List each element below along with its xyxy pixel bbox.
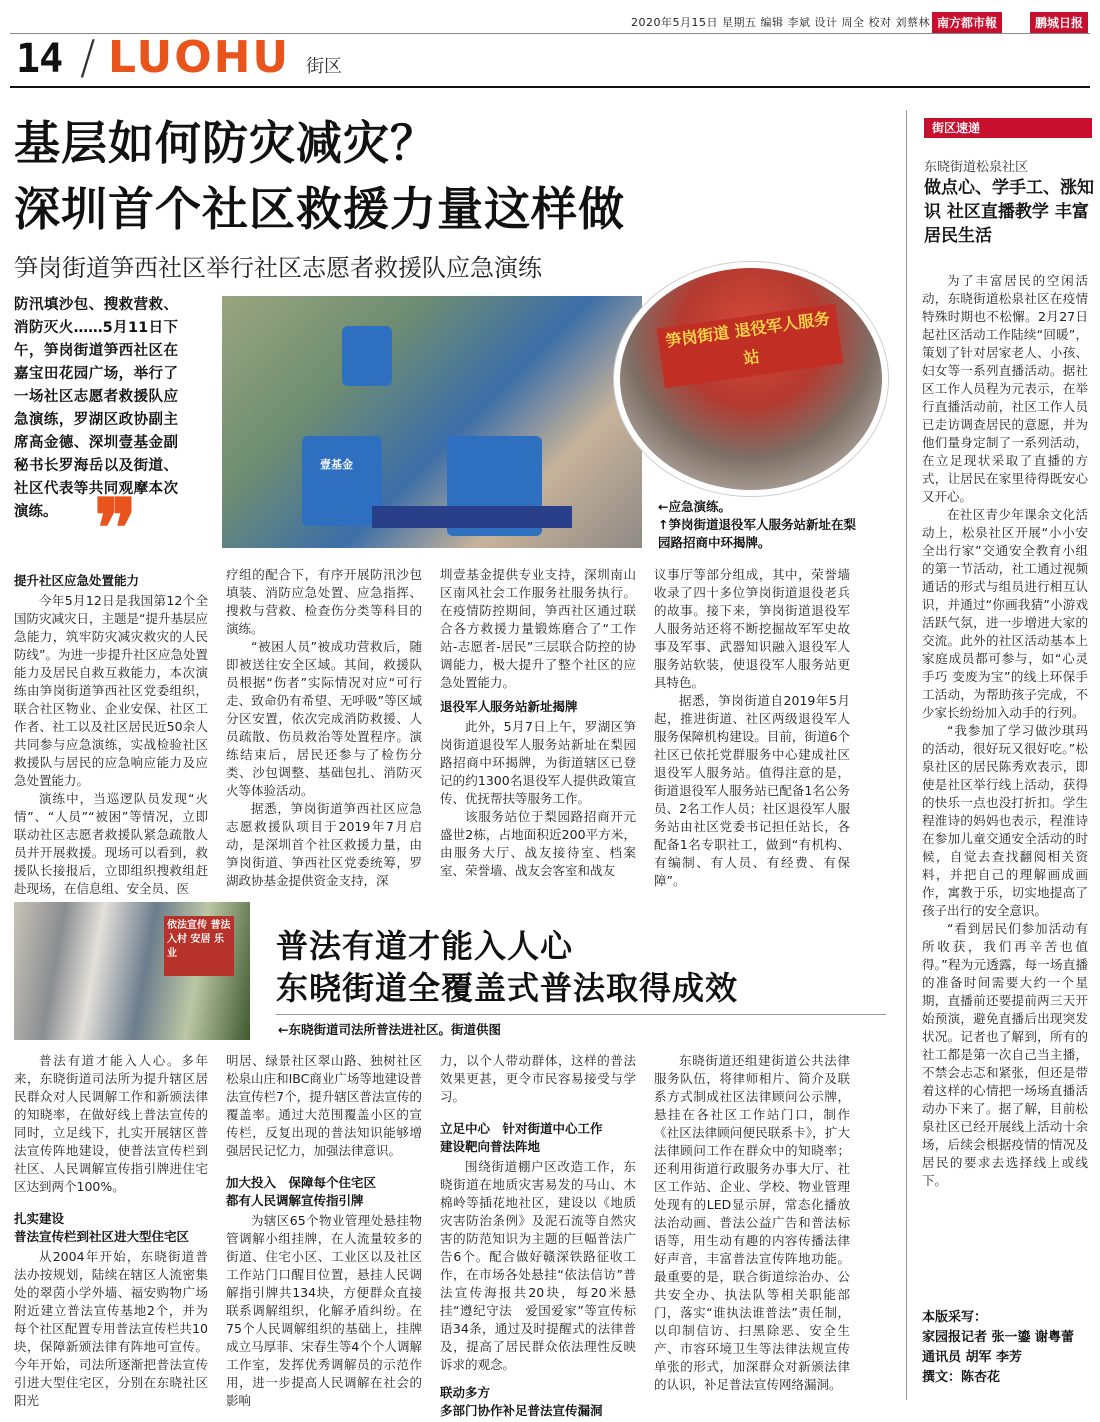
stretcher — [372, 506, 572, 528]
service-station-photo — [614, 262, 888, 496]
story2-column-4 — [654, 1052, 850, 1394]
credits-writer: 撰文：陈杏花 — [922, 1370, 1001, 1385]
headline-subtitle: 笋岗街道笋西社区举行社区志愿者救援队应急演练 — [14, 254, 542, 282]
law-board-sign: 依法宣传 普法入村 安居 乐业 — [164, 916, 234, 976]
section-title: LUOHU — [108, 32, 291, 83]
header-rule — [10, 86, 1090, 88]
subhead: 联动多方 — [440, 1385, 491, 1400]
lead-paragraph: 防汛填沙包、搜救营救、消防灭火……5月11日下午，笋岗街道笋西社区在嘉宝田花园广场，举行了一场社区志愿者救援队应急演练，罗湖区政协副主席高金德、深圳壹基金副秘书长罗海岳以及街道、社区代表等共同观摩本次演练。 — [14, 297, 178, 520]
law-board-photo — [14, 902, 250, 1040]
paragraph: 演练中，当巡逻队员发现“火情”、“人员”“被困”等情况，立即联动社区志愿者救援队紧急疏散人员并开展救援。现场可以看到，救援队长接报后，立即组织搜救组赶赴现场，在信息组、安全员、医 — [14, 791, 208, 896]
story1-column-1 — [14, 566, 208, 898]
vest-label: 壹基金 — [320, 458, 353, 471]
sidebar-tag: 街区速递 — [924, 118, 1092, 138]
caption-drill: ←应急演练。 — [658, 499, 731, 514]
paragraph: 圳壹基金提供专业支持，深圳南山区南风社会工作服务社服务执行。在疫情防控期间，笋西社区通过联合各方救援力量锻炼磨合了“工作站-志愿者-居民”三层联合防控的协调能力，极大提升了整个社区的应急处置能力。 — [440, 567, 636, 690]
newspaper-logo: 南方都市報 — [932, 12, 1002, 33]
section-subtitle: 街区 — [306, 56, 342, 77]
story1-column-2 — [226, 566, 422, 890]
volunteer-figure — [302, 436, 382, 526]
subhead: 加大投入 保障每个住宅区 — [226, 1175, 377, 1190]
paragraph: 据悉，笋岗街道自2019年5月起，推进街道、社区两级退役军人服务保障机构建设。目前，街道6个社区已依托党群服务中心建成社区退役军人服务站。值得注意的是，街道退役军人服务站已配备1名公务员、2名工作人员；社区退役军人服务站由社区党委书记担任站长，各配备1名专职社工，做到“有机构、有编制、有人员、有经费、有保障”。 — [654, 693, 850, 888]
subhead: 提升社区应急处置能力 — [14, 573, 140, 588]
paragraph: “看到居民们参加活动有所收获，我们再辛苦也值得。”程为元透露，每一场直播的准备时间需要大约一个星期，直播前还要提前两三天开始预演，避免直播后出现突发状况。记者也了解到，所有的社工都是第一次自己当主播，不禁会忐忑和紧张，但还是带着这样的心情把一场场直播活动办下来了。据了解，目前松泉社区已经开展线上活动十余场，后续会根据疫情的情况及居民的要求去选择线上或线下。 — [922, 921, 1088, 1188]
story1-column-4 — [654, 566, 850, 890]
paragraph: 据悉，笋岗街道笋西社区应急志愿救援队项目于2019年7月启动，是深圳首个社区救援力量，由笋岗街道、笋西社区党委统筹，罗湖政协基金提供资金支持，深 — [226, 801, 422, 888]
story2-rule — [276, 1014, 886, 1015]
subhead: 建设靶向普法阵地 — [440, 1139, 541, 1154]
paragraph: “被困人员”被成功营救后，随即被送往安全区域。其间，救援队员根据“伤者”实际情况对应“可行走、致命仍有希望、无呼吸”等区域分区安置，依次完成消防救援、人员疏散、伤员救治等处置程序。演练结束后，居民还参与了检伤分类、沙包调整、基础包扎、消防灭火等体验活动。 — [226, 639, 422, 798]
paragraph: 东晓街道还组建街道公共法律服务队伍，将律师相片、简介及联系方式制成社区法律顾问公示牌，悬挂在各社区工作站门口，制作《社区法律顾问便民联系卡》，扩大法律顾问工作在群众中的知晓率；还利用街道行政服务办事大厅、社区工作站、企业、学校、物业管理处现有的LED显示屏，常态化播放法治动画、普法公益广告和普法标语等，用生动有趣的内容传播法律好声音，丰富普法宣传阵地功能。最重要的是，联合街道综治办、公共安全办、执法队等相关职能部门，落实“谁执法谁普法”责任制，以印制信访、扫黑除恶、安全生产、市容环境卫生等法律法规宣传单张的形式，加深群众对新颁法律的认识，补足普法宣传网络漏洞。 — [654, 1053, 850, 1392]
story2-title-line2: 东晓街道全覆盖式普法取得成效 — [276, 969, 739, 1007]
sidebar-divider — [906, 110, 907, 1400]
paragraph: 在社区青少年课余文化活动上，松泉社区开展“小小安全出行家”交通安全教育小组的第一节活动，社工通过视频通话的形式与组员进行相互认识，并通过“你画我猜”小游戏活跃气氛，进一步增进大家的交流。此外的社区活动基本上家庭成员都可参与，如“心灵手巧 变废为宝”的线上环保手工活动，为帮助孩子完成，不少家长纷纷加入动手的行列。 — [922, 507, 1088, 720]
subhead: 扎实建设 — [14, 1211, 65, 1226]
masthead — [0, 10, 1100, 32]
story2-column-2 — [226, 1052, 422, 1410]
paragraph: 围绕街道棚户区改造工作，东晓街道在地质灾害易发的马山、木棉岭等插花地社区，建设以《地质灾害防治条例》及泥石流等自然灾害的防范知识为主题的巨幅普法广告6个。配合做好赣深铁路征收工作，在市场各处悬挂“依法信访”普法宣传海报共20块，每20米悬挂“遵纪守法 爱国爱家”等宣传标语34条，通过及时提醒式的法律普及，提高了居民群众依法理性反映诉求的观念。 — [440, 1159, 636, 1372]
subhead: 普法宣传栏到社区进大型住宅区 — [14, 1229, 190, 1244]
sidebar-body — [922, 272, 1088, 1190]
station-sign: 笋岗街道 退役军人服务站 — [657, 304, 844, 388]
paragraph: 该服务站位于梨园路招商开元盛世2栋，占地面积近200平方米，由服务大厅、战友接待室、档案室、荣誉墙、战友会客室和战友 — [440, 809, 636, 878]
paragraph: 今年5月12日是我国第12个全国防灾减灾日，主题是“提升基层应急能力，筑牢防灾减灾救灾的人民防线”。为进一步提升社区应急处置能力及居民自救互救能力，本次演练由笋岗街道笋西社区党委组织，联合社区物业、企业安保、社区工作者、社工以及社区居民近50余人共同参与应急演练，实战检验社区救援队与居民的应急响应能力及应急处置能力。 — [14, 593, 208, 788]
subhead: 都有人民调解宣传指引牌 — [226, 1193, 364, 1208]
rescuer-figure — [342, 326, 392, 386]
paragraph: 此外，5月7日上午，罗湖区笋岗街道退役军人服务站新址在梨园路招商中环揭牌，为街道辖区已登记的约1300名退役军人提供政策宣传、优抚帮扶等服务工作。 — [440, 719, 636, 806]
paragraph: 议事厅等部分组成，其中，荣誉墙收录了四十多位笋岗街道退役老兵的故事。接下来，笋岗街道退役军人服务站还将不断挖掘故军军史故事及军事、武器知识融入退役军人服务站软装，使退役军人服务站更具特色。 — [654, 567, 850, 690]
caption-station: ↑笋岗街道退役军人服务站新址在梨园路招商中环揭牌。 — [658, 517, 856, 550]
paragraph: 普法有道才能入人心。多年来，东晓街道司法所为提升辖区居民群众对人民调解工作和新颁法律的知晓率，在做好线上普法宣传的同时，立足线下，扎实开展辖区普法宣传阵地建设，使普法宣传栏到社区、人民调解宣传指引牌进住宅区达到两个100%。 — [14, 1053, 208, 1194]
subhead: 立足中心 针对街道中心工作 — [440, 1121, 603, 1136]
story1-column-3 — [440, 566, 636, 880]
credits — [922, 1308, 1092, 1388]
paragraph: “我参加了学习做沙琪玛的活动，很好玩又很好吃。”松泉社区的居民陈秀欢表示，即使是社区举行线上活动，获得的快乐一点也没打折扣。学生程淮诗的妈妈也表示，程淮诗在参加儿童交通安全活动的时候，自觉去查找翻阅相关资料，并把自己的理解画成画作，寓教于乐，切实地提高了孩子出行的安全意识。 — [922, 723, 1088, 918]
sidebar-title: 做点心、学手工、涨知识 社区直播教学 丰富居民生活 — [924, 178, 1094, 246]
drill-photo — [222, 296, 642, 548]
paragraph: 为了丰富居民的空闲活动，东晓街道松泉社区在疫情特殊时期也不松懈。2月27日起社区活动工作陆续“回暖”，策划了针对居家老人、小孩、妇女等一系列直播活动。据社区工作人员程为元表示，在举行直播活动前，社区工作人员已走访调查居民的意愿，并为他们量身定制了一系列活动，在立足现状采取了直播的方式，让居民在家里待得既安心又开心。 — [922, 273, 1088, 504]
paragraph: 疗组的配合下，有序开展防汛沙包填装、消防应急处置、应急指挥、搜救与营救、检查伤分类等科目的演练。 — [226, 567, 422, 636]
credits-correspondents: 通讯员 胡军 李芳 — [922, 1350, 1023, 1365]
credits-head: 本版采写： — [922, 1310, 988, 1325]
paragraph: 从2004年开始，东晓街道普法办按规划，陆续在辖区人流密集处的翠茵小学外墙、福安购物广场附近建立普法宣传基地2个，并为每个社区配置专用普法宣传栏共10块，保障新颁法律有阵地可宣传。今年开始，司法所逐渐把普法宣传引进大型住宅区，分别在东晓社区阳光 — [14, 1249, 208, 1408]
headline-line2: 深圳首个社区救援力量这样做 — [14, 182, 625, 236]
story2-column-3 — [440, 1052, 636, 1422]
subhead: 多部门协作补足普法宣传漏洞 — [440, 1403, 603, 1418]
quote-mark-icon: ❞ — [94, 481, 138, 575]
story2-title-line1: 普法有道才能入人心 — [276, 927, 574, 965]
paragraph: 为辖区65个物业管理处悬挂物管调解小组挂牌，在人流量较多的街道、住宅小区、工业区以及社区工作站门口醒目位置，悬挂人民调解指引牌共134块，方便群众直接联系调解组织，化解矛盾纠纷。在75个人民调解组织的基础上，挂牌成立马厚菲、宋春生等4个个人调解工作室，发挥优秀调解员的示范作用，进一步提高人民调解在社会的影响 — [226, 1213, 422, 1408]
paragraph: 明居、绿景社区翠山路、独树社区松泉山庄和IBC商业广场等地建设普法宣传栏7个，提升辖区普法宣传的覆盖率。通过大范围覆盖小区的宣传栏，反复出现的普法知识能够增强居民记忆力，加强法律意识。 — [226, 1053, 422, 1158]
page-number: 14 — [16, 36, 63, 82]
sidebar-kicker: 东晓街道松泉社区 — [924, 160, 1029, 175]
paragraph: 力，以个人带动群体，这样的普法效果更甚，更令市民容易接受与学习。 — [440, 1053, 636, 1104]
story2-caption: ←东晓街道司法所普法进社区。街道供图 — [278, 1022, 501, 1037]
story2-column-1 — [14, 1052, 208, 1410]
subhead: 退役军人服务站新址揭牌 — [440, 699, 578, 714]
credits-reporters: 家园报记者 张一鎏 谢粤蕾 — [922, 1330, 1075, 1345]
supplement-logo: 鹏城日报 — [1030, 12, 1088, 33]
issue-meta: 2020年5月15日 星期五 编辑 李斌 设计 周全 校对 刘蔡林 — [631, 16, 930, 29]
slash-divider: / — [80, 30, 96, 84]
headline-line1: 基层如何防灾减灾？ — [14, 116, 437, 170]
